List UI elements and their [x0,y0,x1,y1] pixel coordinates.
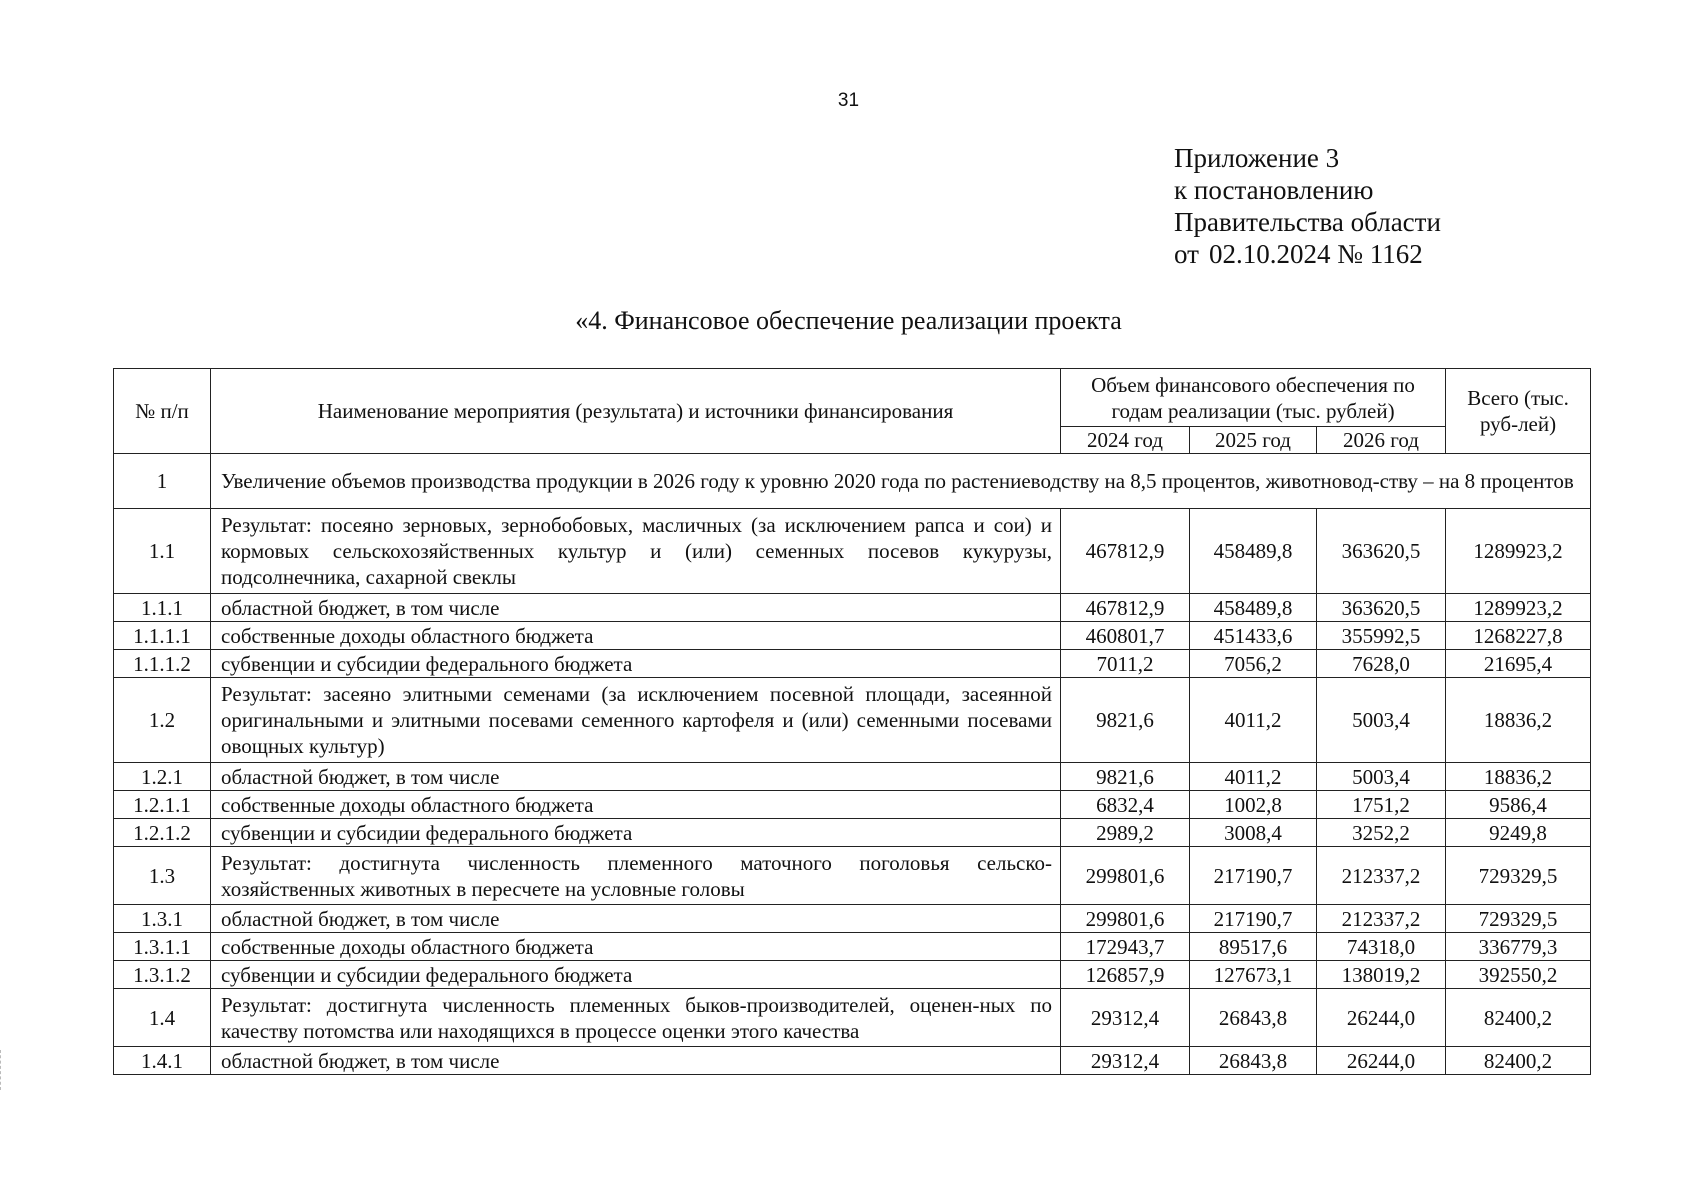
row-name: собственные доходы областного бюджета [211,622,1061,650]
row-value-total: 82400,2 [1446,1047,1591,1075]
row-num: 1.3.1.2 [114,961,211,989]
row-value-2025: 3008,4 [1190,819,1317,847]
row-num: 1.4 [114,989,211,1047]
table-row [114,622,1591,650]
row-value-2026: 212337,2 [1317,905,1446,933]
table-header [114,369,1591,454]
scan-edge-marks [0,1050,9,1090]
row-value-2026: 1751,2 [1317,791,1446,819]
section-text: Увеличение объемов производства продукции в 2026 году к уровню 2020 года по растениеводству на 8,5 процентов, животновод-ству – на 8 процентов [211,454,1591,509]
row-num: 1.2.1.1 [114,791,211,819]
row-num: 1.1.1.2 [114,650,211,678]
row-value-total: 1289923,2 [1446,594,1591,622]
row-value-2026: 5003,4 [1317,678,1446,763]
row-num: 1.2.1.2 [114,819,211,847]
header-year-2026: 2026 год [1317,427,1446,454]
row-value-total: 336779,3 [1446,933,1591,961]
row-value-2024: 299801,6 [1061,905,1190,933]
appendix-line-4 [1174,238,1441,270]
row-name: областной бюджет, в том числе [211,1047,1061,1075]
row-num: 1.2 [114,678,211,763]
table-row [114,905,1591,933]
row-value-total: 18836,2 [1446,678,1591,763]
row-num: 1.1.1 [114,594,211,622]
table-row [114,933,1591,961]
row-value-2024: 172943,7 [1061,933,1190,961]
row-value-total: 21695,4 [1446,650,1591,678]
appendix-line-2: к постановлению [1174,175,1374,205]
row-name: субвенции и субсидии федерального бюджета [211,961,1061,989]
table-row [114,678,1591,763]
row-value-2026: 363620,5 [1317,509,1446,594]
row-value-2024: 9821,6 [1061,763,1190,791]
row-value-2026: 5003,4 [1317,763,1446,791]
header-total: Всего (тыс. руб-лей) [1446,369,1591,454]
row-value-total: 729329,5 [1446,905,1591,933]
table-row [114,791,1591,819]
row-value-2024: 29312,4 [1061,1047,1190,1075]
table-row [114,819,1591,847]
row-value-2024: 467812,9 [1061,509,1190,594]
row-name: Результат: засеяно элитными семенами (за исключением посевной площади, засеянной оригинальными и элитными посевами семенного картофеля и (или) семенными посевами овощных культур) [211,678,1061,763]
row-value-2025: 26843,8 [1190,989,1317,1047]
row-value-2025: 4011,2 [1190,763,1317,791]
row-value-2024: 299801,6 [1061,847,1190,905]
row-value-total: 392550,2 [1446,961,1591,989]
row-value-total: 1289923,2 [1446,509,1591,594]
row-value-2025: 217190,7 [1190,847,1317,905]
row-name: областной бюджет, в том числе [211,905,1061,933]
row-num: 1.3.1.1 [114,933,211,961]
row-value-2025: 217190,7 [1190,905,1317,933]
header-name: Наименование мероприятия (результата) и источники финансирования [211,369,1061,454]
row-value-2026: 3252,2 [1317,819,1446,847]
row-value-2024: 29312,4 [1061,989,1190,1047]
row-value-2024: 467812,9 [1061,594,1190,622]
row-value-2025: 458489,8 [1190,594,1317,622]
row-num: 1.4.1 [114,1047,211,1075]
row-value-2025: 26843,8 [1190,1047,1317,1075]
appendix-date-number: 02.10.2024 № 1162 [1208,239,1423,269]
row-value-2025: 451433,6 [1190,622,1317,650]
row-name: собственные доходы областного бюджета [211,933,1061,961]
section-row [114,454,1591,509]
row-name: субвенции и субсидии федерального бюджета [211,650,1061,678]
row-value-2025: 458489,8 [1190,509,1317,594]
row-num: 1.2.1 [114,763,211,791]
row-value-2025: 89517,6 [1190,933,1317,961]
header-year-2024: 2024 год [1061,427,1190,454]
row-value-2024: 2989,2 [1061,819,1190,847]
row-value-2026: 212337,2 [1317,847,1446,905]
row-name: областной бюджет, в том числе [211,763,1061,791]
row-value-2026: 74318,0 [1317,933,1446,961]
table-row [114,961,1591,989]
table-row [114,989,1591,1047]
row-value-2026: 363620,5 [1317,594,1446,622]
row-value-total: 1268227,8 [1446,622,1591,650]
header-year-2025: 2025 год [1190,427,1317,454]
row-value-2024: 9821,6 [1061,678,1190,763]
appendix-line-3: Правительства области [1174,207,1441,237]
row-value-2024: 7011,2 [1061,650,1190,678]
table-row [114,594,1591,622]
row-value-2025: 127673,1 [1190,961,1317,989]
row-value-2025: 1002,8 [1190,791,1317,819]
table-row [114,1047,1591,1075]
row-value-2026: 26244,0 [1317,1047,1446,1075]
appendix-block [1174,142,1441,270]
row-name: Результат: посеяно зерновых, зернобобовых, масличных (за исключением рапса и сои) и кормовых сельскохозяйственных культур и (или) семенных посевов кукурузы, подсолнечника, сахарной свеклы [211,509,1061,594]
table-row [114,763,1591,791]
row-name: Результат: достигнута численность племенных быков-производителей, оценен-ных по качеству потомства или находящихся в процессе оценки этого качества [211,989,1061,1047]
row-num: 1.3 [114,847,211,905]
row-value-total: 9586,4 [1446,791,1591,819]
row-num: 1.1.1.1 [114,622,211,650]
row-name: Результат: достигнута численность племенного маточного поголовья сельско-хозяйственных животных в пересчете на условные головы [211,847,1061,905]
row-value-total: 729329,5 [1446,847,1591,905]
page-number: 31 [837,90,860,111]
row-value-2024: 126857,9 [1061,961,1190,989]
section-num: 1 [114,454,211,509]
table-row [114,847,1591,905]
row-value-2026: 138019,2 [1317,961,1446,989]
row-value-2024: 6832,4 [1061,791,1190,819]
header-volume: Объем финансового обеспечения по годам реализации (тыс. рублей) [1061,369,1446,427]
row-num: 1.3.1 [114,905,211,933]
row-value-total: 82400,2 [1446,989,1591,1047]
row-value-2025: 7056,2 [1190,650,1317,678]
row-value-total: 9249,8 [1446,819,1591,847]
row-name: субвенции и субсидии федерального бюджета [211,819,1061,847]
appendix-line-1: Приложение 3 [1174,143,1340,173]
row-value-2024: 460801,7 [1061,622,1190,650]
row-value-total: 18836,2 [1446,763,1591,791]
table-row [114,650,1591,678]
financing-table [113,368,1591,1075]
appendix-date-prefix: от [1174,239,1199,269]
table-body [114,454,1591,1075]
row-num: 1.1 [114,509,211,594]
row-value-2026: 26244,0 [1317,989,1446,1047]
row-name: областной бюджет, в том числе [211,594,1061,622]
row-name: собственные доходы областного бюджета [211,791,1061,819]
row-value-2026: 355992,5 [1317,622,1446,650]
row-value-2025: 4011,2 [1190,678,1317,763]
header-num: № п/п [114,369,211,454]
table-row [114,509,1591,594]
document-title: «4. Финансовое обеспечение реализации проекта [575,306,1122,335]
row-value-2026: 7628,0 [1317,650,1446,678]
